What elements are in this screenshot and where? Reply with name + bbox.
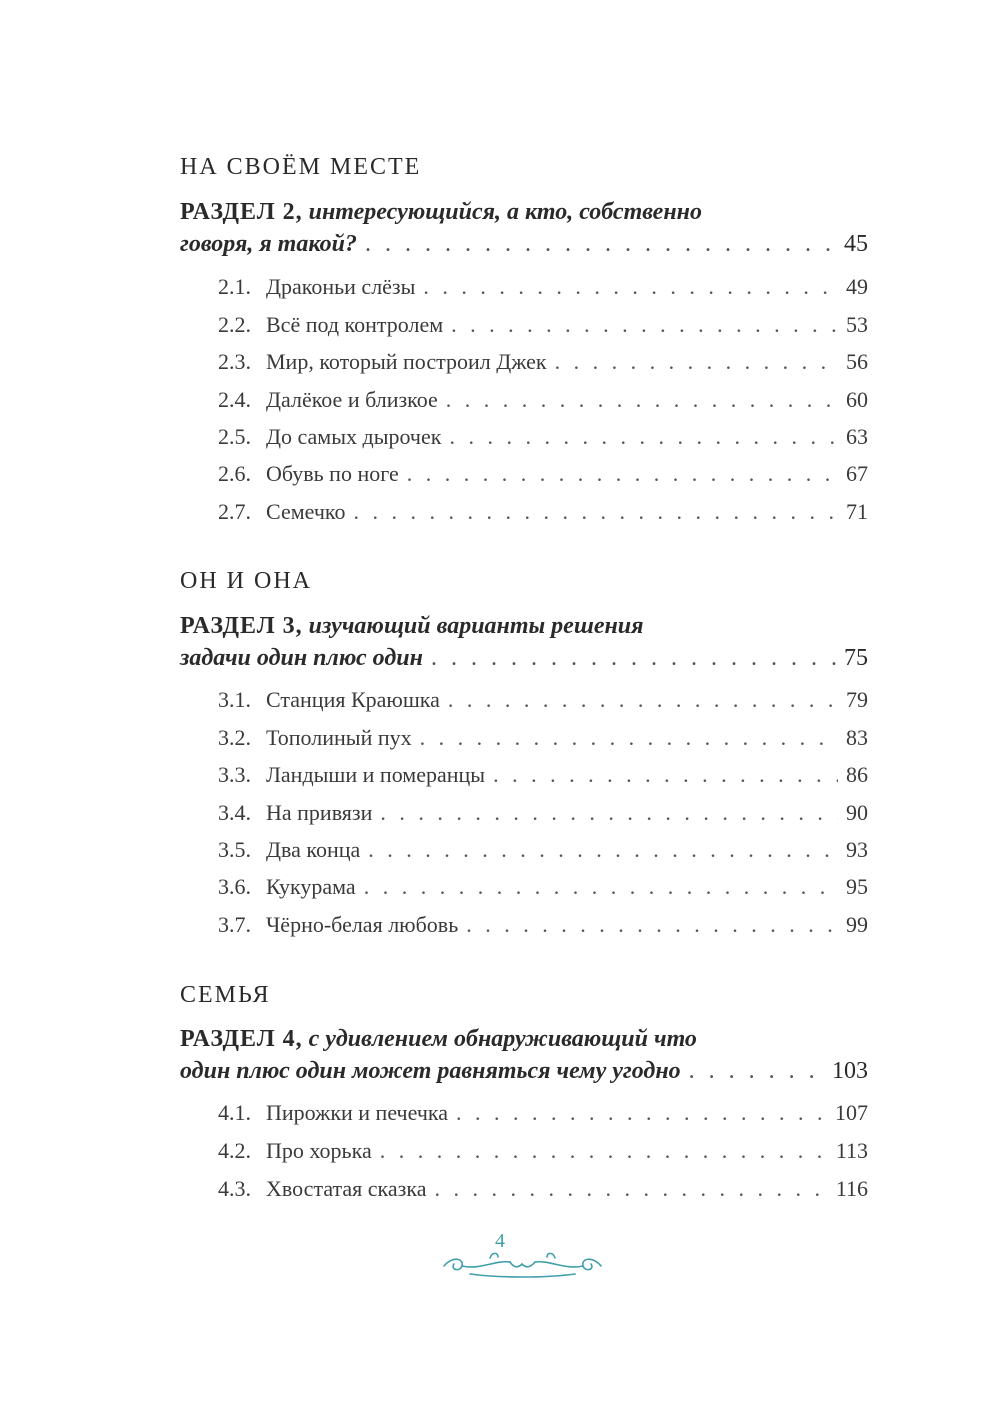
page-number: 4 (495, 1230, 505, 1252)
leader-dots (555, 349, 838, 375)
part-heading: НА СВОЁМ МЕСТЕ (180, 154, 422, 180)
entry-title: Станция Краюшка (266, 687, 440, 712)
entry-title: Обувь по ноге (266, 461, 399, 486)
toc-entry[interactable] (218, 725, 868, 751)
entry-number: 3.1. (218, 687, 251, 712)
entry-title: До самых дырочек (266, 424, 442, 449)
entry-page: 71 (846, 499, 868, 524)
entry-title: Далёкое и близкое (266, 387, 438, 412)
leader-dots (420, 725, 838, 751)
section-label: РАЗДЕЛ 2, (180, 199, 303, 225)
leader-dots (431, 642, 836, 674)
entry-number: 3.7. (218, 912, 251, 937)
leader-dots (368, 837, 838, 863)
entry-title: Хвостатая сказка (266, 1176, 427, 1201)
toc-entry[interactable] (218, 912, 868, 938)
toc-entry[interactable] (218, 349, 868, 375)
toc-entry[interactable] (218, 274, 868, 300)
section-page: 75 (844, 645, 868, 671)
entry-page: 56 (846, 349, 868, 374)
entry-title: Всё под контролем (266, 312, 444, 337)
leader-dots (365, 228, 836, 260)
section-label: РАЗДЕЛ 3, (180, 613, 303, 639)
entry-number: 2.6. (218, 461, 251, 486)
part-heading: СЕМЬЯ (180, 982, 271, 1008)
entry-title: Пирожки и печечка (266, 1100, 449, 1125)
toc-entry[interactable] (218, 1176, 868, 1202)
entry-page: 79 (846, 687, 868, 712)
entry-number: 2.7. (218, 499, 251, 524)
entry-page: 63 (846, 424, 868, 449)
entry-page: 53 (846, 312, 868, 337)
entry-page: 99 (846, 912, 868, 937)
entry-number: 3.3. (218, 762, 251, 787)
entry-number: 2.2. (218, 312, 251, 337)
entry-title: Ландыши и померанцы (266, 762, 486, 787)
toc-entry[interactable] (218, 387, 868, 413)
entry-page: 107 (835, 1100, 868, 1125)
section-title-line2: один плюс один может равняться чему угодно (180, 1058, 681, 1084)
section-label: РАЗДЕЛ 4, (180, 1026, 303, 1052)
leader-dots (353, 499, 838, 525)
part-heading: ОН И ОНА (180, 568, 312, 594)
section-entry[interactable] (180, 1023, 868, 1087)
entry-number: 4.1. (218, 1100, 251, 1125)
entry-title: Мир, который построил Джек (266, 349, 547, 374)
section-page: 103 (832, 1058, 868, 1084)
toc-entry[interactable] (218, 762, 868, 788)
entry-page: 93 (846, 837, 868, 862)
entry-title: Кукурама (266, 874, 356, 899)
toc-entry[interactable] (218, 1100, 868, 1126)
section-title-line1: изучающий варианты решения (308, 613, 644, 639)
leader-dots (493, 762, 838, 788)
entry-number: 3.2. (218, 725, 251, 750)
entry-number: 3.5. (218, 837, 251, 862)
leader-dots (448, 687, 838, 713)
entry-title: На привязи (266, 800, 373, 825)
entry-page: 83 (846, 725, 868, 750)
section-entry[interactable] (180, 610, 868, 674)
leader-dots (449, 424, 838, 450)
entry-title: Драконьи слёзы (266, 274, 416, 299)
entry-title: Про хорька (266, 1138, 372, 1163)
entry-number: 4.3. (218, 1176, 251, 1201)
entry-page: 49 (846, 274, 868, 299)
leader-dots (446, 387, 838, 413)
toc-entry[interactable] (218, 499, 868, 525)
toc-entry[interactable] (218, 312, 868, 338)
toc-entry[interactable] (218, 837, 868, 863)
flourish-icon (444, 1253, 601, 1277)
toc-entry[interactable] (218, 800, 868, 826)
entry-number: 2.5. (218, 424, 251, 449)
leader-dots (689, 1055, 824, 1087)
section-page: 45 (844, 231, 868, 257)
toc-entry[interactable] (218, 424, 868, 450)
toc-entry[interactable] (218, 874, 868, 900)
leader-dots (407, 461, 838, 487)
entry-title: Тополиный пух (266, 725, 412, 750)
entry-page: 67 (846, 461, 868, 486)
entry-page: 90 (846, 800, 868, 825)
leader-dots (456, 1100, 827, 1126)
entry-page: 86 (846, 762, 868, 787)
toc-entry[interactable] (218, 687, 868, 713)
entry-number: 2.1. (218, 274, 251, 299)
entry-number: 4.2. (218, 1138, 251, 1163)
entry-number: 2.4. (218, 387, 251, 412)
section-title-line1: интересующийся, а кто, собственно (308, 199, 702, 225)
leader-dots (423, 274, 838, 300)
entry-number: 3.4. (218, 800, 251, 825)
entry-number: 3.6. (218, 874, 251, 899)
section-title-line1: с удивлением обнаруживающий что (308, 1026, 697, 1052)
section-entry[interactable] (180, 196, 868, 260)
leader-dots (380, 1138, 828, 1164)
toc-entry[interactable] (218, 1138, 868, 1164)
entry-page: 113 (835, 1138, 868, 1163)
leader-dots (380, 800, 838, 826)
entry-title: Семечко (266, 499, 346, 524)
entry-title: Чёрно-белая любовь (266, 912, 459, 937)
entry-page: 116 (835, 1176, 868, 1201)
leader-dots (451, 312, 838, 338)
entry-number: 2.3. (218, 349, 251, 374)
leader-dots (364, 874, 838, 900)
entry-page: 60 (846, 387, 868, 412)
entry-page: 95 (846, 874, 868, 899)
section-title-line2: задачи один плюс один (180, 645, 423, 671)
entry-title: Два конца (266, 837, 361, 862)
section-title-line2: говоря, я такой? (180, 231, 357, 257)
toc-entry[interactable] (218, 461, 868, 487)
leader-dots (466, 912, 838, 938)
leader-dots (434, 1176, 827, 1202)
